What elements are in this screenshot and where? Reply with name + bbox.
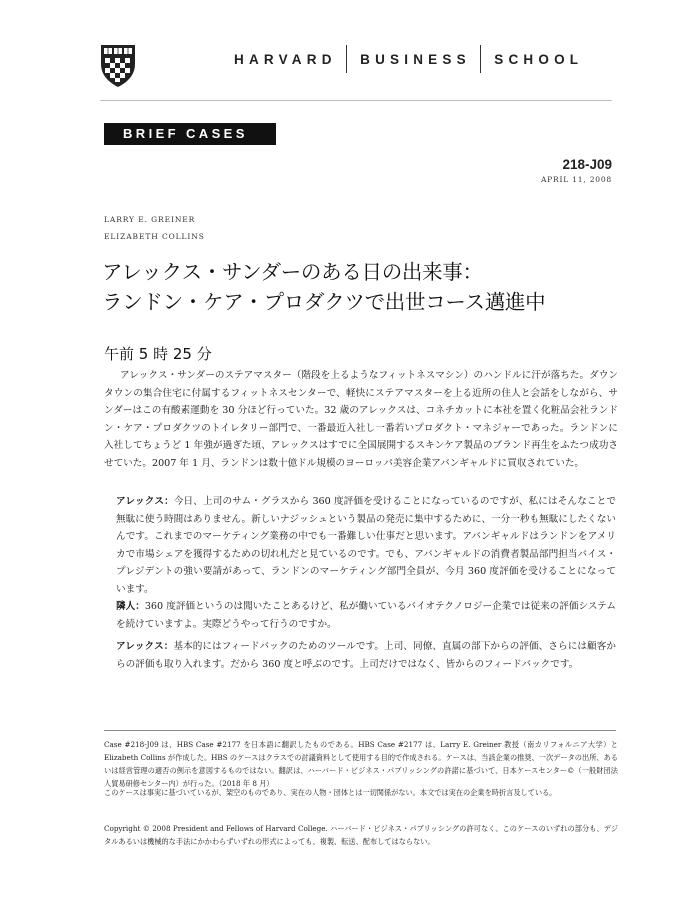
title-line: アレックス・サンダーのある日の出来事：: [102, 260, 483, 284]
translation-note: Case #218-J09 は、HBS Case #2177 を日本語に翻訳したものである。HBS Case #2177 は、Larry E. Greiner 教授（南カリフォルニア大学）と Elizabeth Collins が作成した。HBS のケースはクラスでの討議資料として使用する目的で作成される。ケースは、当該企業の推奨、一次データの出所、あるいは経営管理の適否の例示を意図するものではない。翻訳は、ハーバード・ビジネス・パブリッシングの許諾に基づいて、日本ケースセンター©（一般財団法人貿易研修センター内）が行った。（2018 年 8 月）: [104, 740, 618, 788]
series-banner: BRIEF CASES: [104, 123, 276, 145]
fiction-note: このケースは事実に基づいているが、架空のものであり、実在の人物・団体とは一切関係がない。本文では実在の企業を時折言及している。: [104, 788, 557, 797]
dialogue-text: 360 度評価というのは聞いたことあるけど、私が働いているバイオテクノロジー企業では従来の評価システムを続けていますよ。実際どうやって行うのですか。: [116, 601, 616, 630]
header-rule: [100, 100, 612, 101]
intro-paragraph: アレックス・サンダーのステアマスター（階段を上るようなフィットネスマシン）のハンドルに汗が落ちた。ダウンタウンの集合住宅に付属するフィットネスセンターで、軽快にステアマスターを上る近所の住人と会話をしながら、サンダーはこの有酸素運動を 30 分ほど行っていた。32 歳のアレックスは、コネチカットに本社を置く化粧品会社ランドン・ケア・プロダクツのトイレタリー部門で、一番最近入社し一番若いプロダクト・マネジャーであった。ランドンに入社してちょうど 1 年強が過ぎた頃、アレックスはすでに全国展開するスキンケア製品のブランド再生をふたつ成功させていた。2007 年 1 月、ランドンは数十億ドル規模のヨーロッパ美容企業アバンギャルドに買収されていた。: [104, 370, 618, 469]
dialogue-paragraph: [116, 598, 616, 633]
title-line: ランドン・ケア・プロダクツで出世コース邁進中: [102, 290, 546, 314]
case-number: 218-J09: [562, 157, 612, 172]
masthead-word: SCHOOL: [494, 51, 584, 67]
dialogue-text: 今日、上司のサム・グラスから 360 度評価を受けることになっているのですが、私にはそんなことで無駄に使う時間はありません。新しいナジッシュという製品の発売に集中するために、一分一秒も無駄にしたくないんです。これまでのマーケティング業務の中でも一番難しい仕事だと思います。アバンギャルドはランドンをアメリカで市場シェアを獲得するための切れ札だと見ているのです。でも、アバンギャルドの消費者製品部門担当バイス・プレジデントの強い要請があって、ランドンのマーケティング部門全員が、今月 360 度評価を受けることになっています。: [116, 496, 616, 595]
case-title: [102, 257, 622, 317]
footnote-rule: [104, 730, 616, 731]
dialogue-text: 基本的にはフィードバックのためのツールです。上司、同僚、直属の部下からの評価、さらには顧客からの評価も取り入れます。だから 360 度と呼ぶのです。上司だけではなく、皆からのフィードバックです。: [116, 641, 616, 670]
speaker-label: アレックス：: [116, 641, 174, 652]
dialogue-paragraph: [116, 493, 616, 598]
dialogue-paragraph: [116, 638, 616, 673]
author-name: LARRY E. GREINER: [104, 215, 196, 224]
case-date: APRIL 11, 2008: [540, 175, 612, 184]
masthead-word: BUSINESS: [360, 51, 471, 67]
speaker-label: アレックス：: [116, 496, 174, 507]
hbs-shield-icon: [100, 44, 136, 88]
masthead-divider: [346, 45, 348, 73]
copyright-notice: Copyright © 2008 President and Fellows of Harvard College. ハーバード・ビジネス・パブリッシングの許可なく、このケースのいずれの部分も、デジタルあるいは機械的な手法にかかわらずいずれの形式によっても、複製、転送、配布してはならない。: [104, 824, 618, 846]
author-name: ELIZABETH COLLINS: [104, 232, 205, 241]
speaker-label: 隣人：: [116, 601, 145, 612]
section-heading: 午前 5 時 25 分: [104, 345, 212, 363]
masthead: [234, 44, 583, 74]
masthead-word: HARVARD: [234, 51, 337, 67]
masthead-divider: [480, 45, 482, 73]
